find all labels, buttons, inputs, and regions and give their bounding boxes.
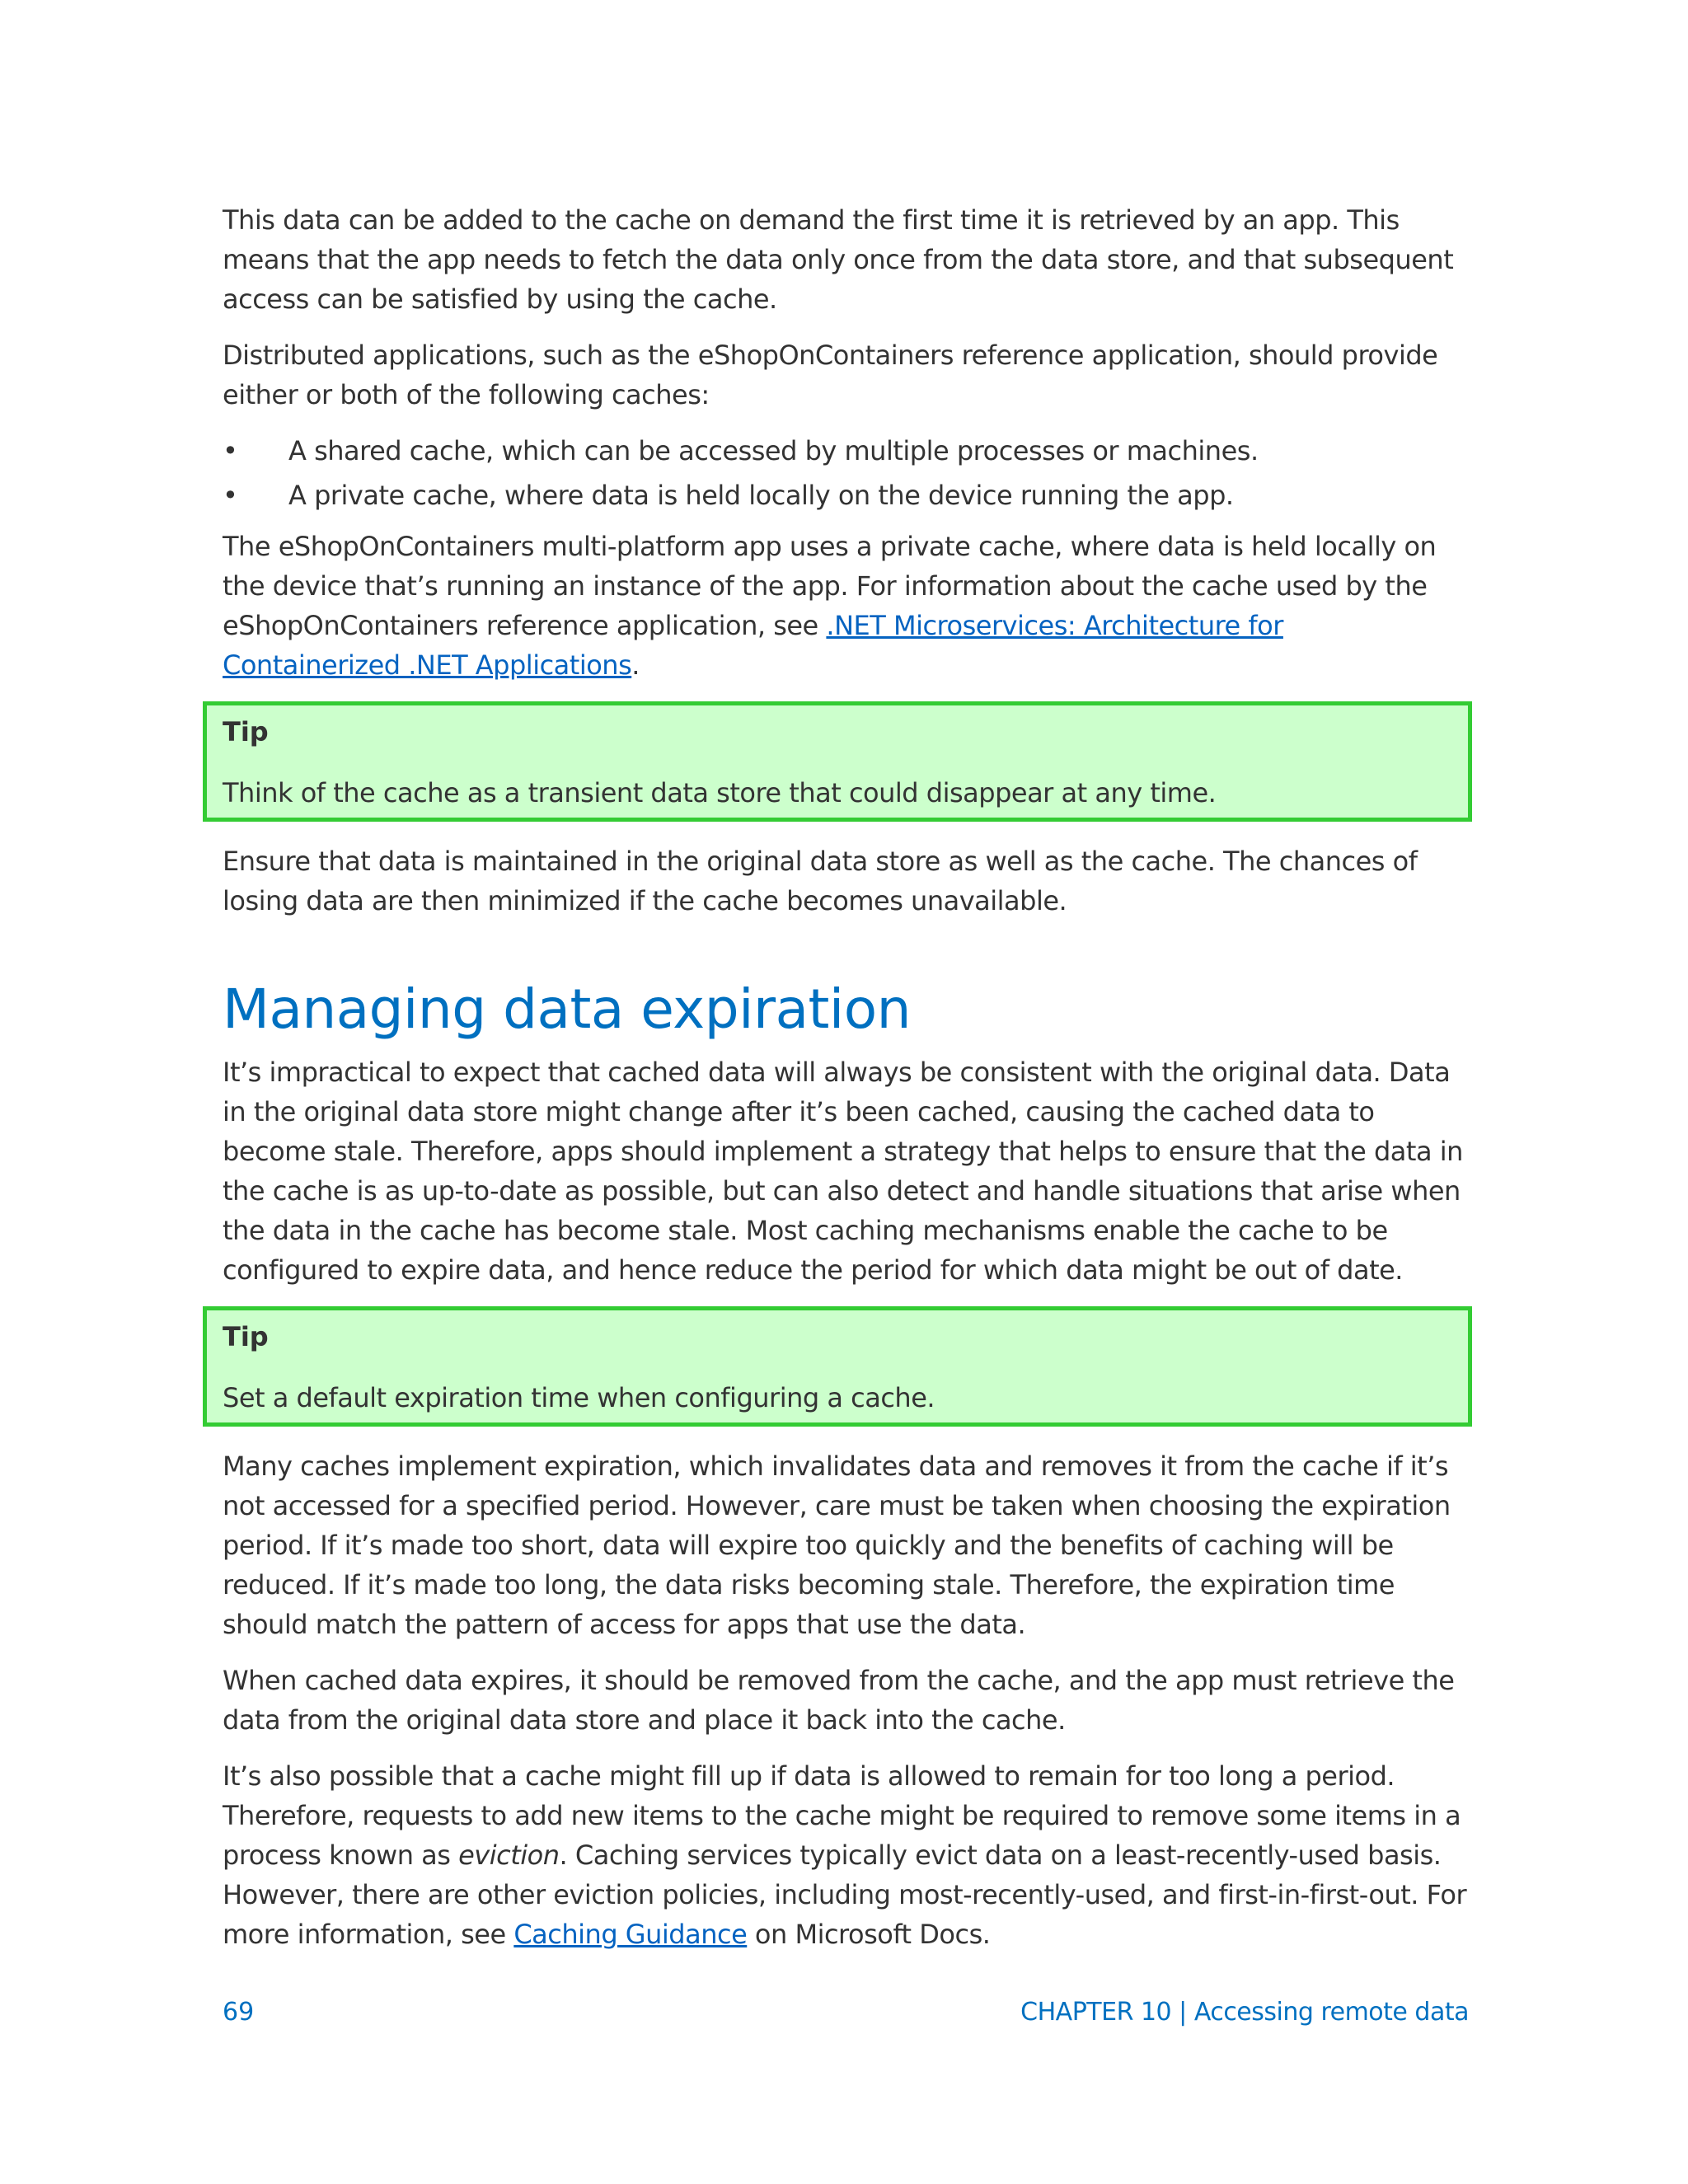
tip-body: Think of the cache as a transient data store that could disappear at any time.	[223, 777, 1217, 808]
paragraph-text: . Caching services typically evict data on a least-recently-used basis. However, there are other eviction policies, including most-recently-used, and first-in-first-out. For more information, see	[223, 1840, 1467, 1950]
list-item	[223, 476, 1469, 515]
section-heading: Managing data expiration	[223, 977, 911, 1041]
cache-types-list	[223, 431, 1469, 515]
tip-title: Tip	[223, 716, 269, 748]
paragraph-end: .	[631, 649, 640, 681]
caching-guidance-link[interactable]: Caching Guidance	[513, 1919, 748, 1950]
chapter-number: CHAPTER 10	[1020, 1998, 1172, 2027]
paragraph-text: The eShopOnContainers multi-platform app uses a private cache, where data is held locally on the device that’s running an instance of the app. For information about the cache used by the eShopOnContainers reference application, see	[223, 531, 1437, 641]
chapter-label	[1020, 1996, 1469, 2029]
microservices-architecture-link[interactable]: .NET Microservices: Architecture for Containerized .NET Applications	[223, 610, 1283, 681]
paragraph-private-cache	[223, 527, 1469, 685]
bullet-marker: •	[223, 480, 238, 511]
chapter-separator: |	[1171, 1998, 1194, 2027]
tip-box-default-expiration	[203, 1306, 1472, 1427]
paragraph-distributed-apps: Distributed applications, such as the eShopOnContainers reference application, should provide either or both of the following caches:	[223, 340, 1438, 410]
paragraph-eviction	[223, 1756, 1469, 1954]
chapter-title: Accessing remote data	[1193, 1998, 1469, 2027]
paragraph-end: on Microsoft Docs.	[747, 1919, 991, 1950]
tip-body: Set a default expiration time when configuring a cache.	[223, 1382, 935, 1413]
paragraph-cache-on-demand: This data can be added to the cache on demand the first time it is retrieved by an app. This means that the app needs to fetch the data only once from the data store, and that subsequent access can be satisfied by using the cache.	[223, 204, 1454, 315]
bullet-marker: •	[223, 435, 238, 466]
tip-title: Tip	[223, 1321, 269, 1352]
paragraph-ensure-data: Ensure that data is maintained in the original data store as well as the cache. The chances of losing data are then minimized if the cache becomes unavailable.	[223, 846, 1418, 916]
eviction-term: eviction	[458, 1840, 560, 1871]
tip-box-transient-store	[203, 701, 1472, 822]
paragraph-text: It’s also possible that a cache might fill up if data is allowed to remain for too long a period. Therefore, requests to add new items to the cache might be required to remove some items in a process known as	[223, 1760, 1461, 1871]
paragraph-cached-data-expires: When cached data expires, it should be removed from the cache, and the app must retrieve the data from the original data store and place it back into the cache.	[223, 1665, 1455, 1736]
page-number: 69	[223, 1998, 255, 2027]
page-content	[223, 200, 1469, 1971]
list-item-text: A private cache, where data is held locally on the device running the app.	[288, 480, 1234, 511]
paragraph-expiration: Many caches implement expiration, which invalidates data and removes it from the cache if it’s not accessed for a specified period. However, care must be taken when choosing the expiration period. If it’s made too short, data will expire too quickly and the benefits of caching will be reduced. If it’s made too long, the data risks becoming stale. Therefore, the expiration time should match the pattern of access for apps that use the data.	[223, 1451, 1451, 1640]
list-item	[223, 431, 1469, 471]
paragraph-impractical: It’s impractical to expect that cached data will always be consistent with the original data. Data in the original data store might change after it’s been cached, causing the cached data to become stale. Therefore, apps should implement a strategy that helps to ensure that the data in the cache is as up-to-date as possible, but can also detect and handle situations that arise when the data in the cache has become stale. Most caching mechanisms enable the cache to be configured to expire data, and hence reduce the period for which data might be out of date.	[223, 1057, 1463, 1286]
list-item-text: A shared cache, which can be accessed by multiple processes or machines.	[288, 435, 1259, 466]
